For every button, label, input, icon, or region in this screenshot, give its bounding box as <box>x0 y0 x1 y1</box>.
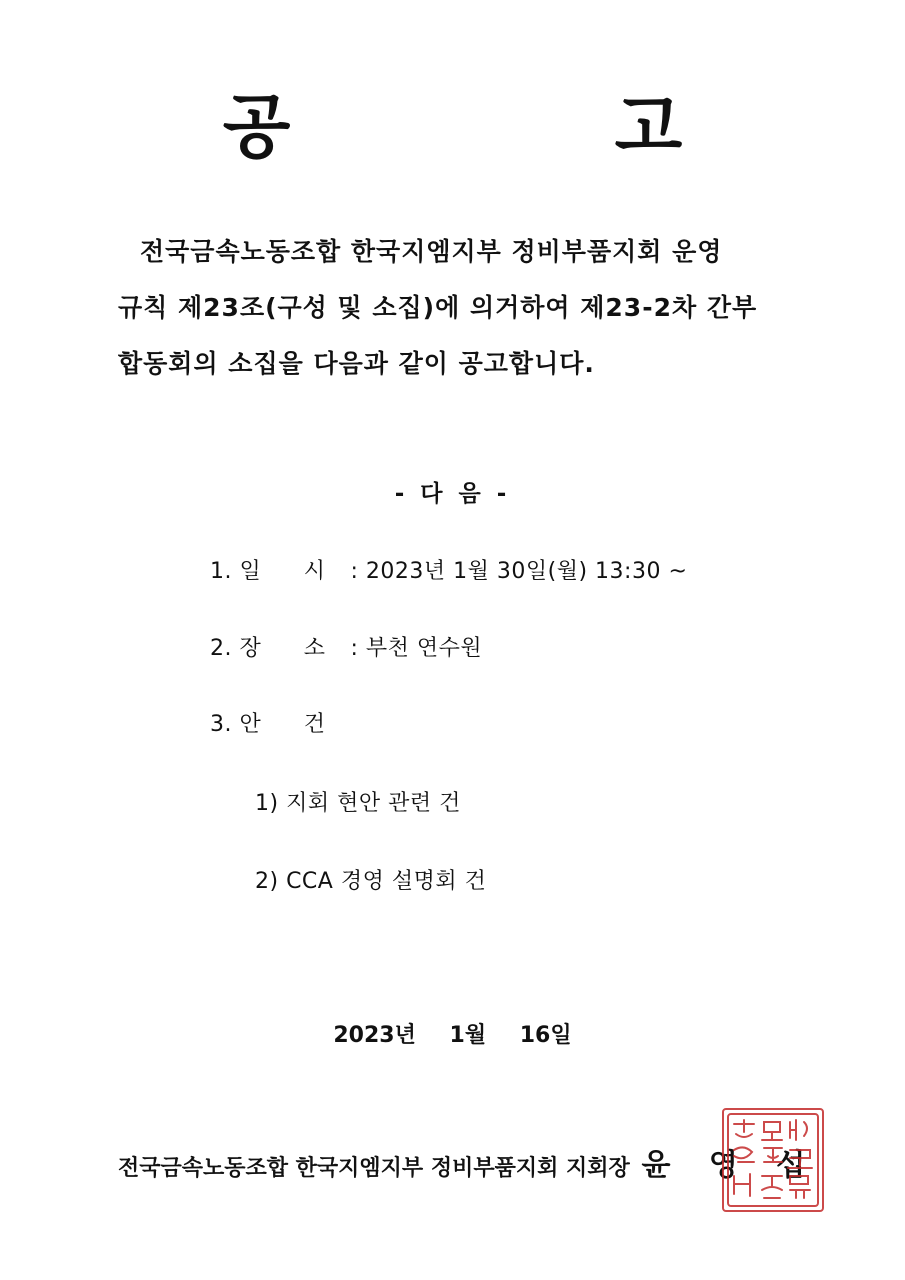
section-separator: - 다 음 - <box>394 481 511 507</box>
notice-body <box>118 224 788 392</box>
signature-line <box>118 1140 819 1184</box>
issue-date: 2023년 1월 16일 <box>333 1023 572 1048</box>
item-colon: : <box>350 559 359 584</box>
item-number: 2. <box>210 636 232 661</box>
item-label: 장 소 <box>239 636 343 661</box>
item-number: 1. <box>210 559 232 584</box>
item-place <box>210 631 482 662</box>
item-label: 안 건 <box>239 712 343 737</box>
item-number: 3. <box>210 712 232 737</box>
item-colon: : <box>350 636 359 661</box>
signer-name: 윤 영 섭 <box>641 1148 820 1183</box>
signer-organization: 전국금속노동조합 한국지엠지부 정비부품지회 지회장 <box>118 1156 630 1181</box>
notice-line-2: 규칙 제23조(구성 및 소집)에 의거하여 제23-2차 간부 <box>118 293 758 322</box>
item-label: 일 시 <box>239 559 343 584</box>
agenda-item: 1) 지회 현안 관련 건 <box>255 791 461 816</box>
official-seal <box>722 1108 824 1212</box>
notice-line-3: 합동회의 소집을 다음과 같이 공고합니다. <box>118 349 595 378</box>
item-time <box>210 554 687 585</box>
seal-stamp-icon <box>724 1110 822 1210</box>
item-value: 부천 연수원 <box>365 636 483 661</box>
notice-line-1: 전국금속노동조합 한국지엠지부 정비부품지회 운영 <box>140 237 723 266</box>
item-value: 2023년 1월 30일(월) 13:30 ~ <box>365 559 688 584</box>
agenda-item: 2) CCA 경영 설명회 건 <box>255 869 487 894</box>
item-agenda <box>210 707 343 738</box>
document-title: 공 고 <box>222 86 833 168</box>
